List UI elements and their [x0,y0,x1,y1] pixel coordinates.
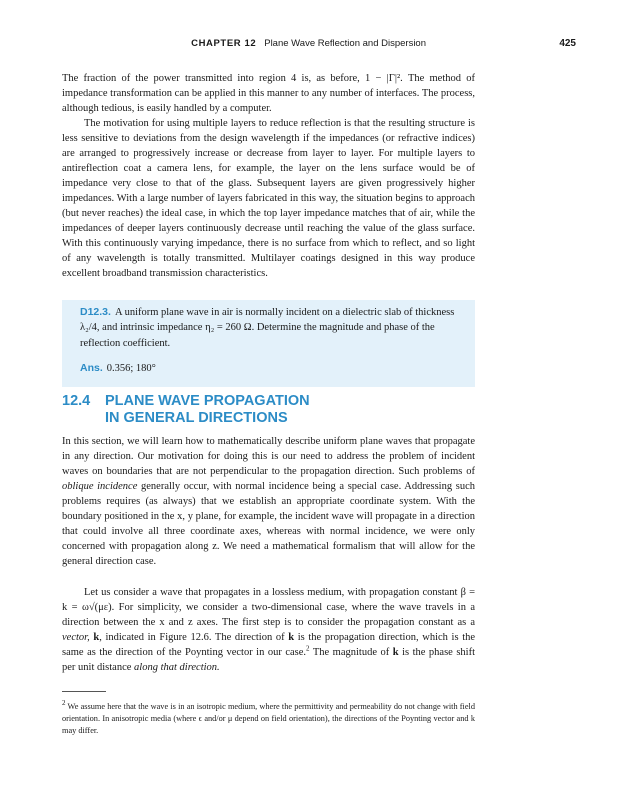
chapter-title: Plane Wave Reflection and Dispersion [264,38,426,49]
chapter-label: CHAPTER 12 [191,38,257,49]
vector-k: k [470,714,475,723]
paragraph-4-text-a: Let us consider a wave that propagates in a lossless medium, with propagation constant β = k = ω√(με). For simplicity, we consider a two-dimensional case, where the wave travels in a direction between the x and z axes. The first step is to consider the propagation constant as a [62,587,475,629]
drill-text: A uniform plane wave in air is normally incident on a dielectric slab of thickness λ₂/4, and intrinsic impedance η₂ = 260 Ω. Determine the magnitude and phase of the reflection coefficient. [80,307,455,349]
footnote-number: 2 [62,699,66,708]
paragraph-4 [62,585,475,675]
paragraph-4-text-c: is the propagation direction, which is the same as the direction of the Poynting vector in our case. [62,632,476,659]
paragraph-4-text-b: , indicated in Figure 12.6. The direction of [99,632,289,644]
footnote-marker: 2 [306,644,310,653]
section-title-line-2: IN GENERAL DIRECTIONS [105,410,288,426]
vector-k: k [288,632,295,644]
paragraph-3-text-a: In this section, we will learn how to mathematically describe uniform plane waves that propagate in any direction. Our motivation for doing this is our need to address the problem of incident waves on boundaries that are not perpendicular to the propagation direction. Such problems of [62,436,475,478]
term-oblique-incidence: oblique incidence [62,481,138,493]
vector-k: k [93,632,100,644]
drill-answer [80,362,156,374]
section-title-line-1: PLANE WAVE PROPAGATION [105,393,310,409]
footnote-text-b: may differ. [62,726,99,735]
answer-value: 0.356; 180° [106,363,156,374]
footnote-text-a: We assume here that the wave is in an isotropic medium, where the permittivity and permeability do not change with field orientation. In anisotropic media (where ϵ and/or μ depend on field orientation), the directions of the Poynting vector and [62,702,475,723]
vector-k: k [392,647,399,659]
paragraph-4-text-e: is the phase shift per unit distance [62,647,475,674]
drill-label: D12.3. [80,306,111,318]
term-vector: vector, [62,632,90,644]
chapter-heading [191,38,426,49]
page-number: 425 [559,38,576,49]
running-header [62,38,576,52]
section-number: 12.4 [62,393,91,409]
paragraph-3 [62,434,475,569]
paragraph-3-text-b: generally occur, with normal incidence being a special case. Addressing such problems requires (as always) that we establish an appropriate coordinate system. With the boundary positioned in the x, y plane, for example, the incident wave will propagate in a direction that could involve all three coordinate axes, whereas with normal incidence, we were only concerned with propagation along z. We need a mathematical formalism that will allow for the general direction case. [62,481,475,568]
paragraph-2: The motivation for using multiple layers to reduce reflection is that the resulting structure is less sensitive to deviations from the design wavelength if the impedances (or refractive indices) are arranged to progressively increase or decrease from layer to layer. For multiple layers to antireflection coat a camera lens, for example, the layer on the lens surface would be of impedance very close to that of the glass. Subsequent layers are given progressively higher impedances. With a large number of layers fabricated in this way, the situation begins to approach (but never reaches) the ideal case, in which the top layer impedance matches that of air, while the impedances of deeper layers continuously decrease until reaching the value of the glass surface. With this continuously varying impedance, there is no surface from which to reflect, and so light of any wavelength is totally transmitted. Multilayer coatings designed in this way produce excellent broadband transmission characteristics. [62,118,475,280]
drill-problem [80,305,466,351]
footnote-divider [62,691,106,692]
paragraph-1: The fraction of the power transmitted into region 4 is, as before, 1 − |Γ|². The method of impedance transformation can be applied in this manner to any number of interfaces. The process, although tedious, is easily handled by a computer. [62,73,475,115]
drill-problem-box [62,300,475,387]
footnote [62,701,475,737]
paragraph-4-text-d: The magnitude of [309,647,393,659]
answer-label: Ans. [80,362,103,374]
term-along-that-direction: along that direction. [134,662,220,674]
